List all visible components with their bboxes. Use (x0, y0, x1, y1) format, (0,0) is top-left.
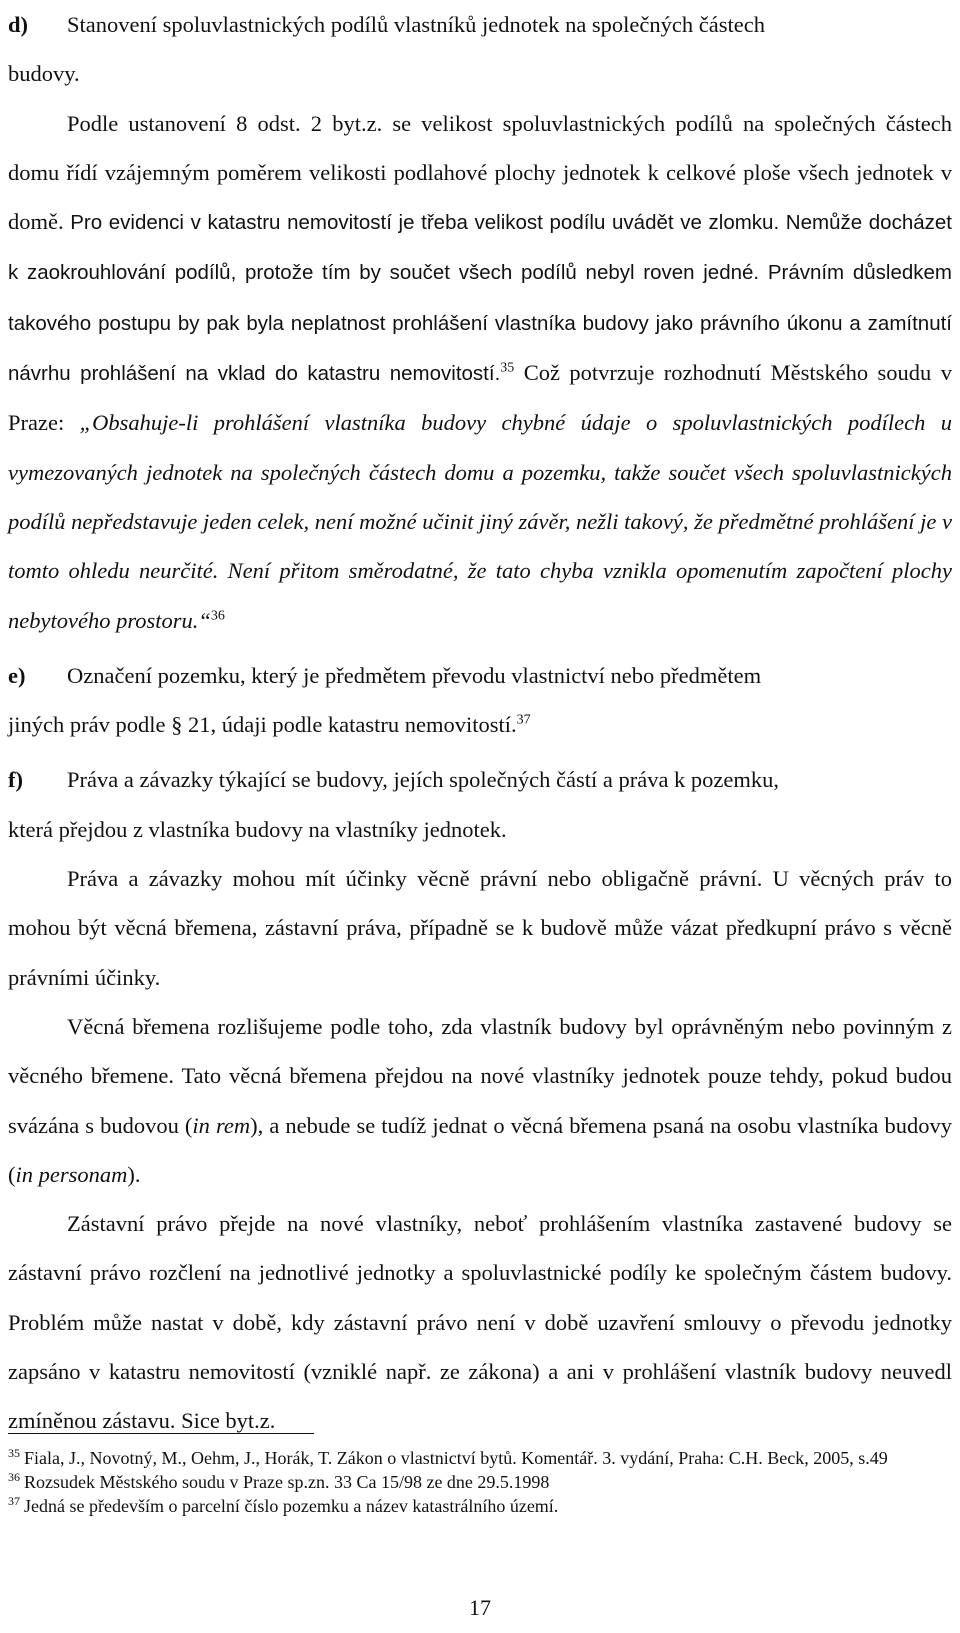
footnote-36 (8, 1471, 952, 1493)
section-e-text: Označení pozemku, který je předmětem převodu vlastnictví nebo předmětem (67, 662, 762, 688)
para-text: ), a nebude se tudíž jednat o věcná břemena psaná na osobu vlastníka budovy ( (8, 1112, 952, 1187)
section-letter: f) (8, 767, 23, 793)
footnote-number: 37 (8, 1494, 20, 1508)
section-f-heading (8, 755, 952, 804)
footnote-ref-37[interactable]: 37 (516, 712, 531, 728)
court-quote: „Obsahuje-li prohlášení vlastníka budovy chybné údaje o spoluvlastnických podílech u vymezovaných jednotek na společných částech domu a pozemku, takže součet všech spoluvlastnických podílů nepředstavuje jeden celek, není možné učinit jiný závěr, nežli takový, že předmětné prohlášení je v tomto ohledu neurčité. Není přitom směrodatné, že tato chyba vznikla opomenutím započtení plochy nebytového prostoru.“ (8, 410, 953, 633)
footnote-number: 35 (8, 1446, 20, 1460)
section-d-heading (8, 0, 952, 49)
para-text: Což potvrzuje rozhodnutí Městského soudu v Praze: (8, 360, 952, 436)
footnote-ref-36[interactable]: 36 (210, 608, 225, 624)
document-page (8, 0, 952, 1446)
para-text-sans: Pro evidenci v katastru nemovitostí je třeba velikost podílu uvádět ve zlomku. Nemůže docházet k zaokrouhlování podílů, protože tím by součet všech podílů nebyl roven jedné. Právním důsledkem takového postupu by pak byla neplatnost prohlášení vlastníka budovy jako právního úkonu a zamítnutí návrhu prohlášení na vklad do katastru nemovitostí. (8, 211, 952, 386)
footnote-37 (8, 1495, 952, 1517)
section-f-paragraph-1: Práva a závazky mohou mít účinky věcně právní nebo obligačně právní. U věcných práv to mohou být věcná břemena, zástavní práva, případně se k budově může vázat předkupní právo s věcně právními účinky. (8, 866, 952, 990)
section-d-paragraph (8, 99, 952, 645)
section-f-paragraph-2 (8, 1002, 952, 1199)
para-text: ). (127, 1161, 141, 1187)
footnote-text: Rozsudek Městského soudu v Praze sp.zn. 33 Ca 15/98 ze dne 29.5.1998 (24, 1472, 550, 1492)
section-d-title-continued: budovy. (8, 61, 80, 87)
section-f-paragraph-3: Zástavní právo přejde na nové vlastníky, neboť prohlášením vlastníka zastavené budovy se zástavní právo rozčlení na jednotlivé jednotky a spoluvlastnické podíly ke společným částem budovy. Problém může nastat v době, kdy zástavní právo není v době uzavření smlouvy o převodu jednotky zapsáno v katastru nemovitostí (vzniklé např. ze zákona) a ani v prohlášení vlastník budovy neuvedl zmíněnou zástavu. Sice byt.z. (8, 1211, 952, 1434)
latin-term: in rem (192, 1112, 251, 1138)
page-number: 17 (469, 1595, 491, 1620)
footnotes (8, 1447, 952, 1519)
section-f-text-continued: která přejdou z vlastníka budovy na vlastníky jednotek. (8, 816, 507, 842)
section-letter: e) (8, 662, 26, 688)
para-text: Věcná břemena rozlišujeme podle toho, zda vlastník budovy byl oprávněným nebo povinným z věcného břemene. (8, 1013, 952, 1089)
latin-term: in personam (15, 1161, 128, 1187)
para-text: Tato věcná břemena přejdou na nové vlastníky jednotek pouze tehdy, pokud budou svázána s budovou ( (8, 1063, 953, 1138)
section-d-title: Stanovení spoluvlastnických podílů vlastníků jednotek na společných částech (67, 12, 765, 37)
section-letter: d) (8, 12, 29, 37)
section-e-text-continued (8, 700, 952, 749)
footnote-text: Fiala, J., Novotný, M., Oehm, J., Horák, T. Zákon o vlastnictví bytů. Komentář. 3. vydání, Praha: C.H. Beck, 2005, s.49 (24, 1448, 888, 1468)
footnote-number: 36 (8, 1470, 20, 1484)
para-text: jiných práv podle § 21, údaji podle katastru nemovitostí. (8, 712, 517, 738)
footnote-35 (8, 1447, 952, 1469)
footnote-divider (8, 1433, 314, 1434)
footnote-text: Jedná se především o parcelní číslo pozemku a název katastrálního území. (24, 1496, 559, 1516)
para-text: Podle ustanovení 8 odst. 2 byt.z. se velikost spoluvlastnických podílů na společných částech domu řídí vzájemným poměrem velikosti podlahové plochy jednotek k celkové ploše všech jednotek v domě. (8, 110, 952, 235)
section-f-text: Práva a závazky týkající se budovy, jejích společných částí a práva k pozemku, (67, 767, 780, 793)
footnote-ref-35[interactable]: 35 (500, 360, 515, 376)
section-e-heading (8, 651, 952, 700)
